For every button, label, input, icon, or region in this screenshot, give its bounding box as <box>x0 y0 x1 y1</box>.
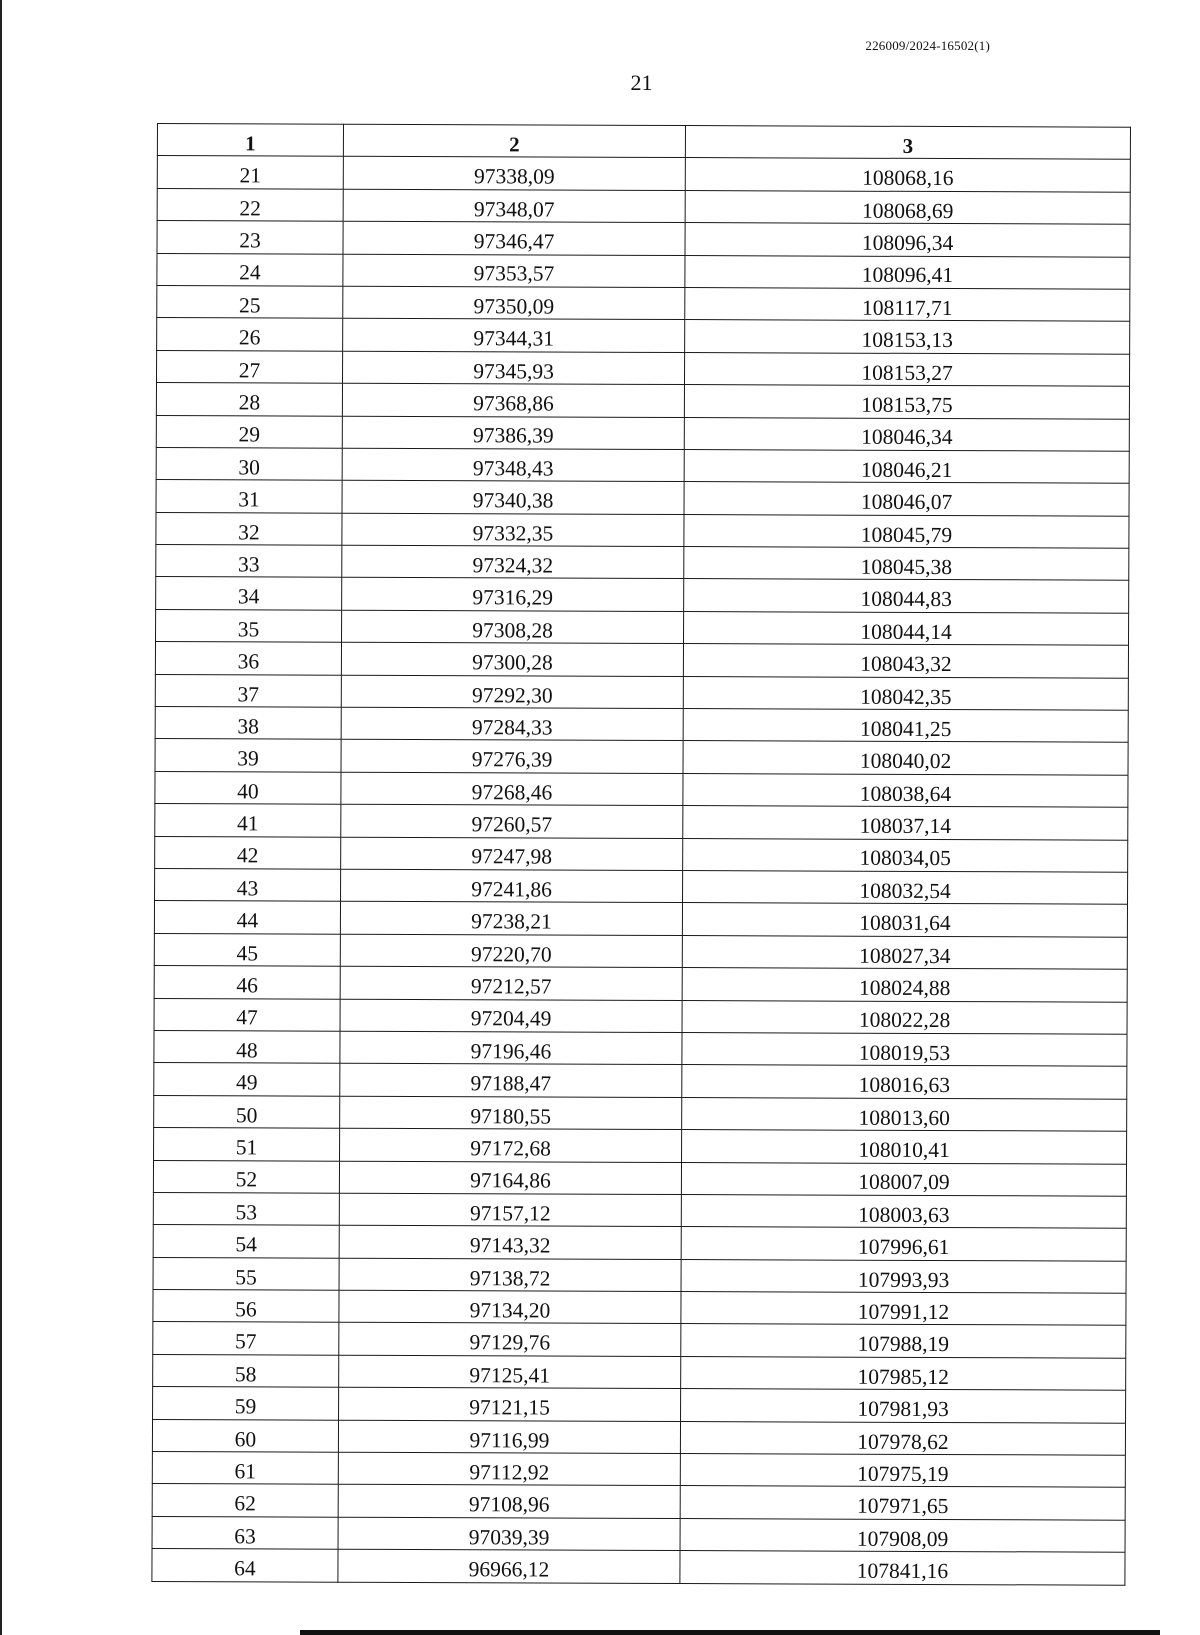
bottom-edge-line <box>300 1630 1160 1635</box>
table-cell: 39 <box>155 739 341 772</box>
table-header-row <box>157 124 1130 160</box>
table-cell: 97345,93 <box>343 351 685 385</box>
table-cell: 107908,09 <box>680 1518 1125 1552</box>
table-cell: 97268,46 <box>341 772 683 806</box>
table-cell: 97116,99 <box>338 1420 680 1454</box>
table-cell: 108019,53 <box>682 1032 1127 1066</box>
table-cell: 97129,76 <box>339 1323 681 1357</box>
table-cell: 107993,93 <box>681 1259 1126 1293</box>
table-cell: 44 <box>154 901 340 934</box>
table-cell: 107981,93 <box>681 1389 1126 1423</box>
document-id: 226009/2024-16502(1) <box>865 38 990 53</box>
table-row <box>153 1290 1126 1326</box>
table-row <box>156 480 1129 516</box>
table-cell: 52 <box>153 1160 339 1193</box>
column-header: 1 <box>157 124 343 157</box>
table-cell: 108031,64 <box>682 903 1127 937</box>
table-cell: 97108,96 <box>338 1485 680 1519</box>
table-cell: 40 <box>155 771 341 804</box>
table-cell: 97121,15 <box>339 1387 681 1421</box>
table-row <box>153 1225 1126 1261</box>
table-row <box>156 415 1129 451</box>
table-cell: 107988,19 <box>681 1324 1126 1358</box>
table-row <box>157 318 1130 354</box>
table-cell: 108044,14 <box>684 611 1129 645</box>
table-cell: 25 <box>157 285 343 318</box>
table-cell: 108045,38 <box>684 547 1129 581</box>
table-cell: 62 <box>152 1484 338 1517</box>
table-cell: 27 <box>157 350 343 383</box>
table-row <box>152 1452 1125 1488</box>
table-cell: 108046,07 <box>684 482 1129 516</box>
coordinates-table <box>151 123 1131 1585</box>
table-cell: 108003,63 <box>681 1194 1126 1228</box>
table-cell: 96966,12 <box>338 1549 680 1583</box>
table-cell: 97344,31 <box>343 319 685 353</box>
table-row <box>156 609 1129 645</box>
table-cell: 97332,35 <box>342 513 684 547</box>
table-cell: 108096,34 <box>685 223 1130 257</box>
table-row <box>155 642 1128 678</box>
table-cell: 108016,63 <box>682 1065 1127 1099</box>
table-cell: 97340,38 <box>342 481 684 515</box>
table-row <box>155 707 1128 743</box>
table-cell: 42 <box>155 836 341 869</box>
table-cell: 108042,35 <box>683 676 1128 710</box>
table-cell: 97316,29 <box>342 578 684 612</box>
table-cell: 63 <box>152 1516 338 1549</box>
table-cell: 46 <box>154 966 340 999</box>
table-cell: 97353,57 <box>343 254 685 288</box>
table-row <box>154 1030 1127 1066</box>
table-cell: 37 <box>155 674 341 707</box>
table-row <box>156 383 1129 419</box>
table-row <box>156 512 1129 548</box>
table-cell: 51 <box>154 1128 340 1161</box>
table-cell: 48 <box>154 1030 340 1063</box>
table-row <box>157 253 1130 289</box>
table-cell: 108007,09 <box>681 1162 1126 1196</box>
column-header: 2 <box>343 124 685 158</box>
table-cell: 45 <box>154 933 340 966</box>
table-row <box>153 1322 1126 1358</box>
table-cell: 108068,69 <box>685 190 1130 224</box>
table-cell: 50 <box>154 1095 340 1128</box>
table-cell: 47 <box>154 998 340 1031</box>
table-row <box>157 285 1130 321</box>
table-cell: 97241,86 <box>341 869 683 903</box>
table-cell: 61 <box>152 1452 338 1485</box>
table-row <box>154 1095 1127 1131</box>
table-row <box>154 933 1127 969</box>
table-cell: 56 <box>153 1290 339 1323</box>
table-cell: 35 <box>156 609 342 642</box>
table-cell: 33 <box>156 545 342 578</box>
table-cell: 107978,62 <box>680 1421 1125 1455</box>
table-cell: 108013,60 <box>682 1097 1127 1131</box>
table-cell: 57 <box>153 1322 339 1355</box>
table-cell: 97180,55 <box>340 1096 682 1130</box>
table-cell: 97220,70 <box>340 934 682 968</box>
table-cell: 108037,14 <box>683 806 1128 840</box>
table-cell: 97039,39 <box>338 1517 680 1551</box>
table-cell: 97212,57 <box>340 966 682 1000</box>
table-cell: 107996,61 <box>681 1227 1126 1261</box>
table-row <box>155 674 1128 710</box>
table-cell: 97348,07 <box>343 189 685 223</box>
table-row <box>153 1387 1126 1423</box>
table-cell: 97260,57 <box>341 804 683 838</box>
table-cell: 97276,39 <box>341 740 683 774</box>
table-cell: 107985,12 <box>681 1356 1126 1390</box>
table-cell: 23 <box>157 221 343 254</box>
table-cell: 107975,19 <box>680 1454 1125 1488</box>
table-cell: 97247,98 <box>341 837 683 871</box>
column-header: 3 <box>685 126 1130 160</box>
scan-edge-line <box>0 0 2 1635</box>
table-cell: 97125,41 <box>339 1355 681 1389</box>
table-cell: 97292,30 <box>341 675 683 709</box>
table-cell: 108040,02 <box>683 741 1128 775</box>
table-row <box>153 1160 1126 1196</box>
table-cell: 22 <box>157 188 343 221</box>
table-cell: 97143,32 <box>339 1225 681 1259</box>
table-cell: 38 <box>155 707 341 740</box>
table-cell: 97188,47 <box>340 1064 682 1098</box>
table-cell: 107991,12 <box>681 1292 1126 1326</box>
table-cell: 21 <box>157 156 343 189</box>
table-cell: 34 <box>156 577 342 610</box>
table-cell: 97324,32 <box>342 545 684 579</box>
table-cell: 41 <box>155 804 341 837</box>
table-cell: 97350,09 <box>343 286 685 320</box>
table-row <box>156 447 1129 483</box>
table-row <box>155 868 1128 904</box>
table-cell: 108027,34 <box>682 935 1127 969</box>
table-cell: 43 <box>155 868 341 901</box>
table-row <box>155 771 1128 807</box>
table-cell: 108043,32 <box>683 644 1128 678</box>
table-row <box>155 836 1128 872</box>
table-row <box>154 1128 1127 1164</box>
table-row <box>152 1484 1125 1520</box>
table-cell: 108153,75 <box>684 385 1129 419</box>
table-cell: 24 <box>157 253 343 286</box>
table-cell: 108045,79 <box>684 514 1129 548</box>
table-cell: 97204,49 <box>340 999 682 1033</box>
table-row <box>154 1063 1127 1099</box>
table-cell: 97134,20 <box>339 1290 681 1324</box>
table-row <box>154 998 1127 1034</box>
table-cell: 97300,28 <box>341 642 683 676</box>
table-row <box>152 1549 1125 1585</box>
table-cell: 108068,16 <box>685 158 1130 192</box>
table-cell: 59 <box>153 1387 339 1420</box>
table-row <box>154 901 1127 937</box>
table-cell: 28 <box>156 383 342 416</box>
table-cell: 60 <box>152 1419 338 1452</box>
table-cell: 108117,71 <box>685 287 1130 321</box>
table-cell: 108032,54 <box>683 871 1128 905</box>
table-row <box>156 545 1129 581</box>
table-cell: 54 <box>153 1225 339 1258</box>
table-cell: 97348,43 <box>342 448 684 482</box>
table-row <box>157 221 1130 257</box>
table-cell: 108024,88 <box>682 968 1127 1002</box>
table-cell: 97172,68 <box>340 1128 682 1162</box>
table-cell: 107971,65 <box>680 1486 1125 1520</box>
table-row <box>153 1354 1126 1390</box>
table-cell: 36 <box>155 642 341 675</box>
table-cell: 97284,33 <box>341 707 683 741</box>
table-cell: 97386,39 <box>342 416 684 450</box>
table-cell: 26 <box>157 318 343 351</box>
table-cell: 97338,09 <box>343 157 685 191</box>
table-cell: 108153,27 <box>684 352 1129 386</box>
table-cell: 97308,28 <box>342 610 684 644</box>
table-body <box>152 156 1130 1585</box>
table-row <box>157 188 1130 224</box>
table-cell: 108041,25 <box>683 709 1128 743</box>
table-cell: 108038,64 <box>683 773 1128 807</box>
table-cell: 30 <box>156 447 342 480</box>
table-row <box>154 966 1127 1002</box>
table-cell: 97238,21 <box>340 902 682 936</box>
table-row <box>155 804 1128 840</box>
table-row <box>157 350 1130 386</box>
table-cell: 108034,05 <box>683 838 1128 872</box>
table-cell: 31 <box>156 480 342 513</box>
table-cell: 107841,16 <box>680 1551 1125 1585</box>
table-cell: 108044,83 <box>684 579 1129 613</box>
table-row <box>153 1192 1126 1228</box>
page-number: 21 <box>630 70 653 95</box>
table-row <box>152 1419 1125 1455</box>
table-cell: 97138,72 <box>339 1258 681 1292</box>
table-cell: 97368,86 <box>342 383 684 417</box>
table-cell: 108022,28 <box>682 1000 1127 1034</box>
table-row <box>152 1516 1125 1552</box>
table-cell: 58 <box>153 1354 339 1387</box>
table-cell: 108153,13 <box>685 320 1130 354</box>
table-row <box>155 739 1128 775</box>
table-row <box>156 577 1129 613</box>
table-cell: 108010,41 <box>682 1130 1127 1164</box>
table-cell: 97112,92 <box>338 1452 680 1486</box>
table-cell: 49 <box>154 1063 340 1096</box>
table-cell: 97196,46 <box>340 1031 682 1065</box>
table-cell: 97346,47 <box>343 221 685 255</box>
table-cell: 64 <box>152 1549 338 1582</box>
table-cell: 53 <box>153 1192 339 1225</box>
table-cell: 97157,12 <box>339 1193 681 1227</box>
table-row <box>157 156 1130 192</box>
table-cell: 97164,86 <box>339 1161 681 1195</box>
table-cell: 29 <box>156 415 342 448</box>
table-cell: 108046,34 <box>684 417 1129 451</box>
table-row <box>153 1257 1126 1293</box>
table-cell: 108046,21 <box>684 449 1129 483</box>
table-cell: 32 <box>156 512 342 545</box>
table-cell: 108096,41 <box>685 255 1130 289</box>
table-cell: 55 <box>153 1257 339 1290</box>
